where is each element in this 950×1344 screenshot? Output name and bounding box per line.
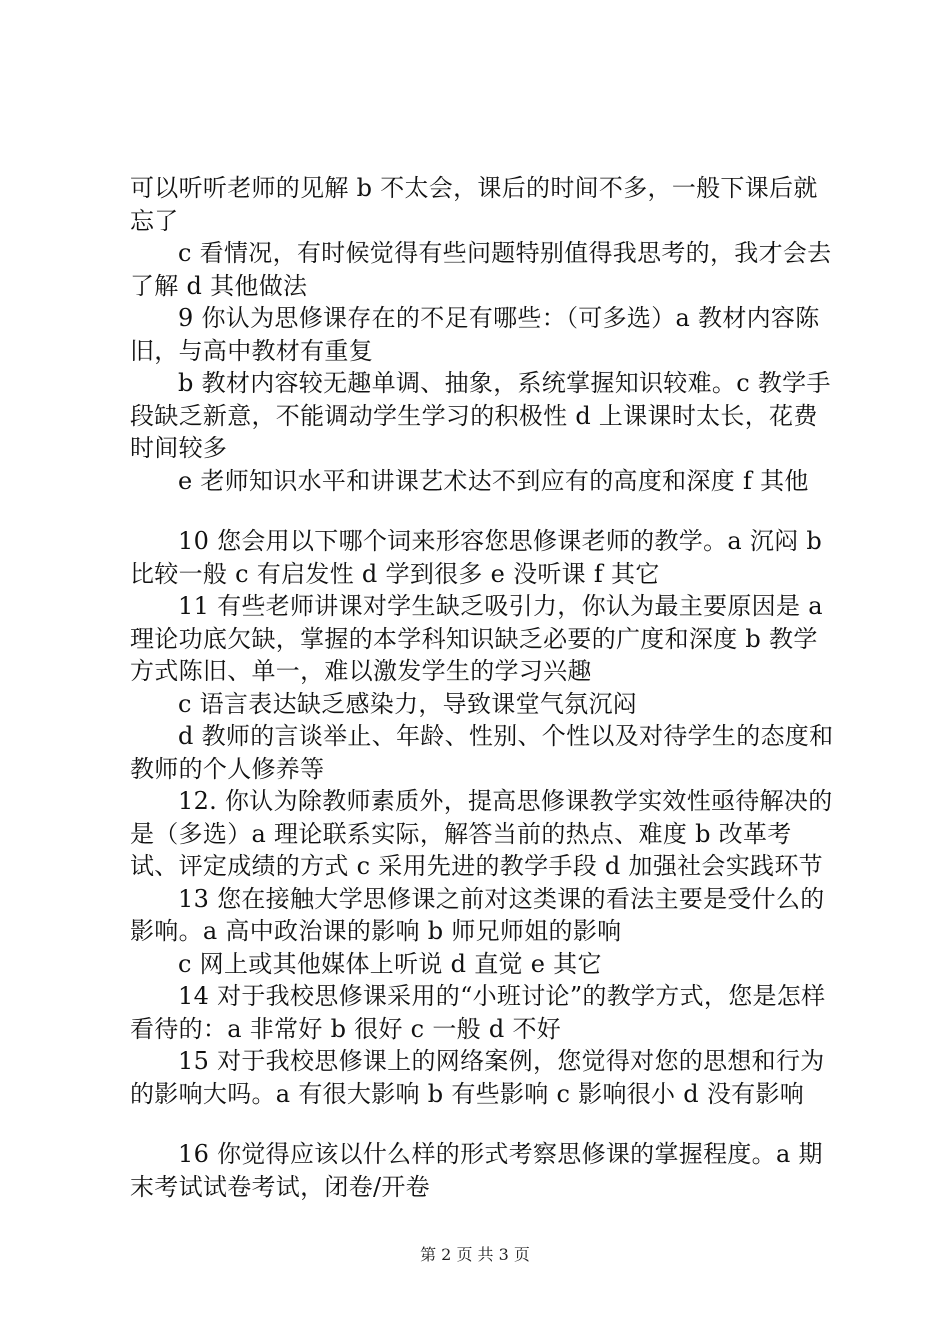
- paragraph: 可以听听老师的见解 b 不太会，课后的时间不多，一般下课后就忘了: [130, 174, 818, 235]
- paragraph: 13 您在接触大学思修课之前对这类课的看法主要是受什么的影响。a 高中政治课的影响 b 师兄师姐的影响: [130, 884, 825, 945]
- paragraph: d 教师的言谈举止、年龄、性别、个性以及对待学生的态度和教师的个人修养等: [130, 722, 834, 783]
- document-body: [130, 172, 835, 1203]
- paragraph: c 看情况，有时候觉得有些问题特别值得我思考的，我才会去了解 d 其他做法: [130, 239, 832, 300]
- paragraph: 14 对于我校思修课采用的“小班讨论”的教学方式，您是怎样看待的：a 非常好 b 很好 c 一般 d 不好: [130, 982, 826, 1043]
- paragraph: c 语言表达缺乏感染力，导致课堂气氛沉闷: [178, 689, 638, 718]
- paragraph: 9 你认为思修课存在的不足有哪些：（可多选）a 教材内容陈旧，与高中教材有重复: [130, 304, 820, 365]
- paragraph: e 老师知识水平和讲课艺术达不到应有的高度和深度 f 其他: [178, 466, 809, 495]
- paragraph: c 网上或其他媒体上听说 d 直觉 e 其它: [178, 949, 602, 978]
- paragraph: 15 对于我校思修课上的网络案例，您觉得对您的思想和行为的影响大吗。a 有很大影响 b 有些影响 c 影响很小 d 没有影响: [130, 1047, 825, 1108]
- paragraph-gap: [130, 1110, 835, 1138]
- paragraph: 12. 你认为除教师素质外，提高思修课教学实效性亟待解决的是（多选）a 理论联系实际，解答当前的热点、难度 b 改革考试、评定成绩的方式 c 采用先进的教学手段 d 加强社会实践环节: [130, 787, 833, 880]
- paragraph: 10 您会用以下哪个词来形容您思修课老师的教学。a 沉闷 b 比较一般 c 有启发性 d 学到很多 e 没听课 f 其它: [130, 527, 823, 588]
- paragraph-gap: [130, 497, 835, 525]
- paragraph: 11 有些老师讲课对学生缺乏吸引力，你认为最主要原因是 a 理论功底欠缺，掌握的本学科知识缺乏必要的广度和深度 b 教学方式陈旧、单一，难以激发学生的学习兴趣: [130, 592, 823, 685]
- paragraph: b 教材内容较无趣单调、抽象，系统掌握知识较难。c 教学手段缺乏新意，不能调动学生学习的积极性 d 上课课时太长，花费时间较多: [130, 369, 831, 462]
- page-footer: 第 2 页 共 3 页: [420, 1245, 530, 1264]
- paragraph: 16 你觉得应该以什么样的形式考察思修课的掌握程度。a 期末考试试卷考试，闭卷/开卷: [130, 1140, 823, 1201]
